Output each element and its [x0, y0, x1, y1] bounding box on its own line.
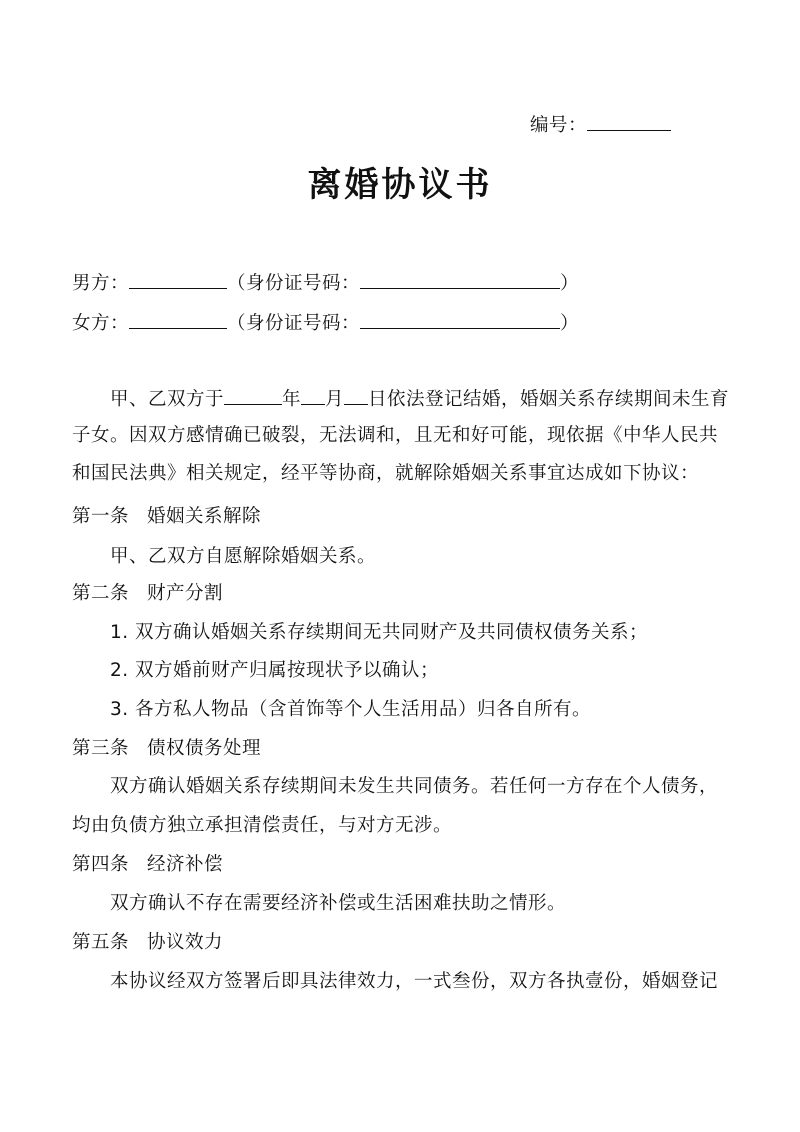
article-2-line-2: 2. 双方婚前财产归属按现状予以确认；	[110, 660, 440, 681]
article-number: 第一条	[72, 506, 130, 527]
female-id-open: （身份证号码：	[227, 313, 361, 334]
marriage-month-field[interactable]	[301, 386, 325, 405]
article-1-line-1: 甲、乙双方自愿解除婚姻关系。	[110, 546, 377, 567]
preamble-line-1	[110, 386, 729, 411]
month-label: 月	[325, 389, 345, 410]
article-title: 经济补偿	[147, 854, 224, 875]
preamble-text-b: 日依法登记结婚，婚姻关系存续期间未生育	[368, 389, 730, 410]
article-3-line-1: 双方确认婚姻关系存续期间未发生共同债务。若任何一方存在个人债务，	[110, 776, 719, 797]
document-number-field[interactable]	[587, 112, 671, 131]
article-3-line-2: 均由负债方独立承担清偿责任，与对方无涉。	[72, 815, 453, 836]
article-number: 第四条	[72, 854, 130, 875]
preamble-line-3: 和国民法典》相关规定，经平等协商，就解除婚姻关系事宜达成如下协议：	[72, 463, 700, 484]
article-title: 债权债务处理	[147, 738, 262, 759]
female-id-field[interactable]	[360, 310, 560, 329]
article-title: 协议效力	[147, 932, 224, 953]
male-label: 男方：	[72, 273, 130, 294]
article-2-line-1: 1. 双方确认婚姻关系存续期间无共同财产及共同债权债务关系；	[110, 622, 649, 643]
article-5-line-1: 本协议经双方签署后即具法律效力，一式叁份，双方各执壹份，婚姻登记	[110, 971, 719, 992]
female-id-close: ）	[560, 313, 580, 334]
article-title: 婚姻关系解除	[147, 506, 262, 527]
article-number: 第三条	[72, 738, 130, 759]
female-party-line	[72, 310, 579, 335]
male-id-open: （身份证号码：	[227, 273, 361, 294]
page-title: 离婚协议书	[307, 165, 493, 205]
marriage-day-field[interactable]	[344, 386, 368, 405]
article-number: 第二条	[72, 583, 130, 604]
male-id-close: ）	[560, 273, 580, 294]
male-name-field[interactable]	[129, 270, 227, 289]
article-1-heading	[72, 506, 261, 528]
article-5-heading	[72, 932, 223, 954]
year-label: 年	[282, 389, 302, 410]
female-name-field[interactable]	[129, 310, 227, 329]
article-2-heading	[72, 583, 223, 605]
article-title: 财产分割	[147, 583, 224, 604]
article-3-heading	[72, 738, 261, 760]
document-number-label: 编号：	[530, 115, 588, 136]
article-4-line-1: 双方确认不存在需要经济补偿或生活困难扶助之情形。	[110, 893, 567, 914]
article-2-line-3: 3. 各方私人物品（含首饰等个人生活用品）归各自所有。	[110, 699, 592, 720]
marriage-year-field[interactable]	[224, 386, 282, 405]
male-party-line	[72, 270, 579, 295]
male-id-field[interactable]	[360, 270, 560, 289]
document-number	[530, 112, 671, 137]
article-number: 第五条	[72, 932, 130, 953]
preamble-text-a: 甲、乙双方于	[110, 389, 225, 410]
preamble-line-2: 子女。因双方感情确已破裂，无法调和，且无和好可能，现依据《中华人民共	[72, 425, 719, 446]
article-4-heading	[72, 854, 223, 876]
female-label: 女方：	[72, 313, 130, 334]
